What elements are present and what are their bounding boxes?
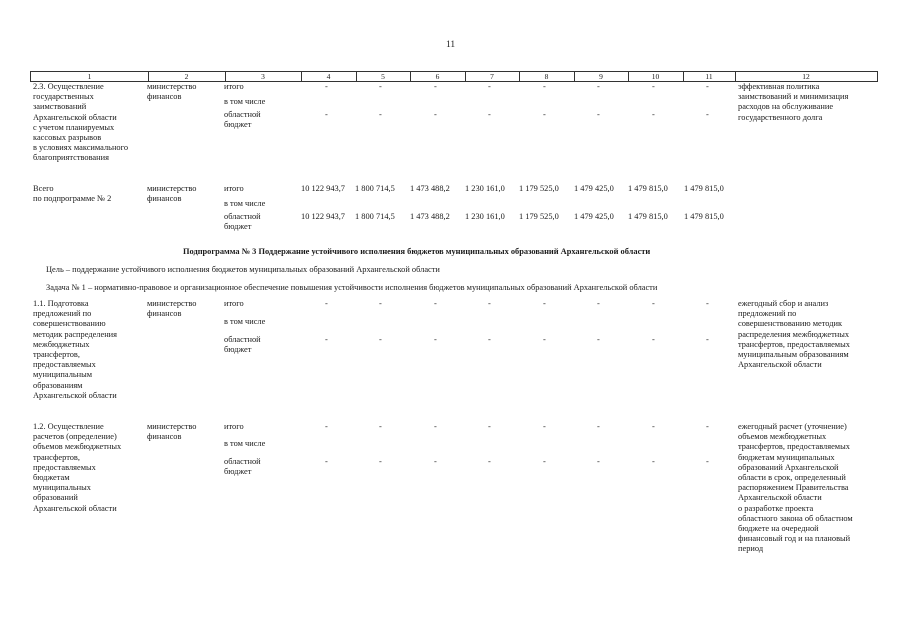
source-regional-label: областной бюджет — [224, 212, 261, 232]
expected-result: эффективная политика заимствований и минимизация расходов на обслуживание государственного долга — [738, 82, 849, 122]
source-total-label: итого — [224, 422, 244, 431]
subprogram-title: Подпрограмма № 3 Поддержание устойчивого исполнения бюджетов муниципальных образований Архангельской области — [183, 247, 651, 256]
page-number: 11 — [446, 40, 456, 50]
measure-name: 2.3. Осуществление государственных заимствований Архангельской области с учетом планируемых кассовых разрывов в условиях максимального благоприятствования — [33, 82, 129, 163]
value-dash: - — [652, 457, 655, 466]
total-value: 1 179 525,0 — [519, 184, 559, 193]
executor: министерство финансов — [147, 82, 197, 102]
value-dash: - — [434, 82, 437, 91]
source-including-label: в том числе — [224, 97, 266, 106]
source-total-label: итого — [224, 184, 244, 193]
value-dash: - — [543, 457, 546, 466]
executor: министерство финансов — [147, 184, 197, 204]
regional-value: 1 179 525,0 — [519, 212, 559, 221]
value-dash: - — [325, 335, 328, 344]
value-dash: - — [652, 110, 655, 119]
regional-value: 10 122 943,7 — [301, 212, 345, 221]
value-dash: - — [597, 299, 600, 308]
total-value: 10 122 943,7 — [301, 184, 345, 193]
regional-value: 1 230 161,0 — [465, 212, 505, 221]
total-label: Всего по подпрограмме № 2 — [33, 184, 112, 204]
value-dash: - — [597, 335, 600, 344]
value-dash: - — [488, 422, 491, 431]
source-regional-label: областной бюджет — [224, 110, 261, 130]
value-dash: - — [325, 422, 328, 431]
expected-result: ежегодный сбор и анализ предложений по совершенствованию методик распределения межбюджетных трансфертов, предоставляемых муниципальным образованиям Архангельской области — [738, 299, 850, 370]
value-dash: - — [706, 422, 709, 431]
value-dash: - — [325, 110, 328, 119]
value-dash: - — [652, 335, 655, 344]
measure-name: 1.2. Осуществление расчетов (определение) объемов межбюджетных трансфертов, предоставляемых бюджетам муниципальных образований Архангельской области — [33, 422, 122, 513]
value-dash: - — [706, 82, 709, 91]
column-number-header — [30, 71, 878, 82]
source-including-label: в том числе — [224, 199, 266, 208]
col-number: 3 — [261, 72, 265, 81]
source-total-label: итого — [224, 299, 244, 308]
regional-value: 1 479 815,0 — [684, 212, 724, 221]
total-value: 1 479 815,0 — [628, 184, 668, 193]
value-dash: - — [325, 299, 328, 308]
value-dash: - — [652, 299, 655, 308]
goal-text: Цель – поддержание устойчивого исполнения бюджетов муниципальных образований Архангельской области — [46, 265, 440, 274]
source-regional-label: областной бюджет — [224, 335, 261, 355]
total-value: 1 473 488,2 — [410, 184, 450, 193]
expected-result: ежегодный расчет (уточнение) объемов межбюджетных трансфертов, предоставляемых бюджетам муниципальных образований Архангельской области в срок, определенный распоряжением Правительства Архангельской области о разработке проекта областного закона об областном бюджете на очередной финансовый год и на плановый период — [738, 422, 853, 554]
value-dash: - — [488, 335, 491, 344]
value-dash: - — [434, 110, 437, 119]
value-dash: - — [488, 299, 491, 308]
value-dash: - — [652, 82, 655, 91]
source-including-label: в том числе — [224, 317, 266, 326]
regional-value: 1 479 815,0 — [628, 212, 668, 221]
value-dash: - — [379, 110, 382, 119]
col-number: 9 — [599, 72, 603, 81]
value-dash: - — [325, 457, 328, 466]
total-value: 1 479 815,0 — [684, 184, 724, 193]
executor: министерство финансов — [147, 422, 197, 442]
total-value: 1 479 425,0 — [574, 184, 614, 193]
value-dash: - — [434, 335, 437, 344]
value-dash: - — [706, 110, 709, 119]
value-dash: - — [543, 422, 546, 431]
value-dash: - — [434, 457, 437, 466]
col-number: 2 — [184, 72, 189, 81]
col-number: 12 — [802, 72, 810, 81]
value-dash: - — [706, 335, 709, 344]
value-dash: - — [543, 110, 546, 119]
source-including-label: в том числе — [224, 439, 266, 448]
value-dash: - — [652, 422, 655, 431]
value-dash: - — [706, 299, 709, 308]
value-dash: - — [379, 422, 382, 431]
regional-value: 1 479 425,0 — [574, 212, 614, 221]
measure-name: 1.1. Подготовка предложений по совершенствованию методик распределения межбюджетных трансфертов, предоставляемых муниципальным образованиям Архангельской области — [33, 299, 118, 400]
value-dash: - — [325, 82, 328, 91]
value-dash: - — [597, 457, 600, 466]
col-number: 10 — [651, 72, 660, 81]
col-number: 4 — [326, 72, 331, 81]
total-value: 1 800 714,5 — [355, 184, 395, 193]
col-number: 8 — [544, 72, 549, 81]
value-dash: - — [379, 457, 382, 466]
value-dash: - — [379, 299, 382, 308]
value-dash: - — [488, 457, 491, 466]
regional-value: 1 473 488,2 — [410, 212, 450, 221]
value-dash: - — [597, 110, 600, 119]
col-number: 7 — [490, 72, 494, 81]
value-dash: - — [488, 82, 491, 91]
value-dash: - — [543, 82, 546, 91]
col-number: 1 — [87, 72, 92, 81]
executor: министерство финансов — [147, 299, 197, 319]
value-dash: - — [488, 110, 491, 119]
value-dash: - — [379, 335, 382, 344]
col-number: 5 — [381, 72, 385, 81]
value-dash: - — [379, 82, 382, 91]
value-dash: - — [543, 335, 546, 344]
value-dash: - — [706, 457, 709, 466]
value-dash: - — [597, 82, 600, 91]
value-dash: - — [543, 299, 546, 308]
col-number: 11 — [705, 72, 713, 81]
source-regional-label: областной бюджет — [224, 457, 261, 477]
source-total-label: итого — [224, 82, 244, 91]
total-value: 1 230 161,0 — [465, 184, 505, 193]
regional-value: 1 800 714,5 — [355, 212, 395, 221]
task-text: Задача № 1 – нормативно-правовое и организационное обеспечение повышения устойчивости исполнения бюджетов муниципальных образований Архангельской области — [46, 283, 658, 292]
col-number: 6 — [435, 72, 440, 81]
value-dash: - — [434, 422, 437, 431]
value-dash: - — [434, 299, 437, 308]
value-dash: - — [597, 422, 600, 431]
